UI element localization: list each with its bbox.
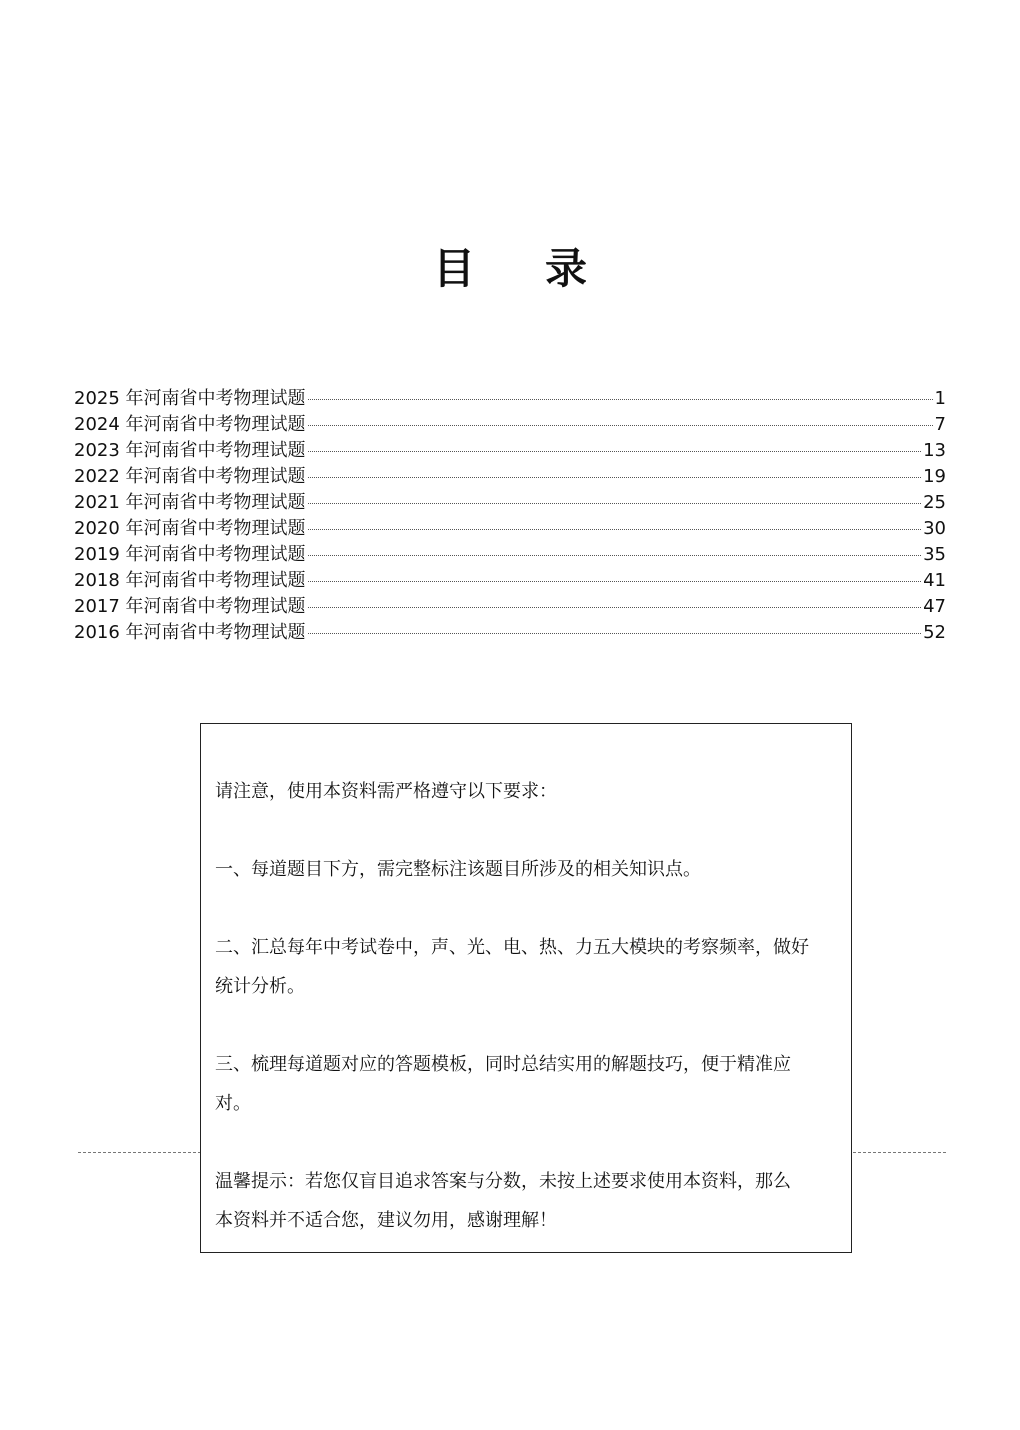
notice-spacer <box>215 889 837 928</box>
notice-spacer <box>215 1123 837 1162</box>
toc-entry-label: 2017 年河南省中考物理试题 <box>74 596 306 617</box>
notice-item-1: 一、每道题目下方，需完整标注该题目所涉及的相关知识点。 <box>215 859 701 880</box>
toc-dot-leader <box>308 633 922 634</box>
notice-item-3-line-2: 对。 <box>215 1093 251 1114</box>
toc-dot-leader <box>308 581 922 582</box>
notice-spacer <box>215 811 837 850</box>
toc-dot-leader <box>308 425 933 426</box>
notice-tip-line-1: 温馨提示：若您仅盲目追求答案与分数，未按上述要求使用本资料，那么 <box>215 1171 791 1192</box>
toc-entry[interactable] <box>74 438 946 464</box>
toc-entry[interactable] <box>74 594 946 620</box>
toc-entry-page: 41 <box>923 570 946 591</box>
toc-entry-label: 2018 年河南省中考物理试题 <box>74 570 306 591</box>
toc-entry-page: 1 <box>934 388 946 409</box>
notice-item-2-line-1: 二、汇总每年中考试卷中，声、光、电、热、力五大模块的考察频率，做好 <box>215 937 809 958</box>
toc-entry-page: 47 <box>923 596 946 617</box>
toc-entry-label: 2022 年河南省中考物理试题 <box>74 466 306 487</box>
toc-dot-leader <box>308 399 933 400</box>
toc-entry[interactable] <box>74 516 946 542</box>
toc-entry[interactable] <box>74 568 946 594</box>
toc-entry[interactable] <box>74 412 946 438</box>
toc-entry[interactable] <box>74 620 946 646</box>
toc-entry-page: 13 <box>923 440 946 461</box>
toc-dot-leader <box>308 477 922 478</box>
notice-tip-line-2: 本资料并不适合您，建议勿用，感谢理解！ <box>215 1210 557 1231</box>
notice-item-3-line-1: 三、梳理每道题对应的答题模板，同时总结实用的解题技巧，便于精准应 <box>215 1054 791 1075</box>
notice-intro: 请注意，使用本资料需严格遵守以下要求： <box>215 781 557 802</box>
toc-entry[interactable] <box>74 490 946 516</box>
toc-dot-leader <box>308 529 922 530</box>
toc-entry-label: 2021 年河南省中考物理试题 <box>74 492 306 513</box>
table-of-contents <box>74 386 946 646</box>
toc-entry-label: 2016 年河南省中考物理试题 <box>74 622 306 643</box>
toc-entry-label: 2025 年河南省中考物理试题 <box>74 388 306 409</box>
toc-dot-leader <box>308 555 922 556</box>
toc-entry-page: 30 <box>923 518 946 539</box>
toc-entry-page: 7 <box>934 414 946 435</box>
title-char-1: 目 <box>432 244 475 293</box>
notice-box <box>200 723 852 1253</box>
toc-entry-label: 2020 年河南省中考物理试题 <box>74 518 306 539</box>
toc-entry[interactable] <box>74 542 946 568</box>
notice-spacer <box>215 1006 837 1045</box>
toc-entry-label: 2019 年河南省中考物理试题 <box>74 544 306 565</box>
toc-dot-leader <box>308 607 922 608</box>
toc-entry[interactable] <box>74 386 946 412</box>
toc-entry[interactable] <box>74 464 946 490</box>
toc-entry-label: 2024 年河南省中考物理试题 <box>74 414 306 435</box>
title-char-2: 录 <box>545 244 588 293</box>
toc-dot-leader <box>308 503 922 504</box>
page-title <box>0 236 1020 296</box>
toc-entry-page: 25 <box>923 492 946 513</box>
toc-dot-leader <box>308 451 922 452</box>
toc-entry-label: 2023 年河南省中考物理试题 <box>74 440 306 461</box>
toc-entry-page: 35 <box>923 544 946 565</box>
notice-item-2-line-2: 统计分析。 <box>215 976 305 997</box>
toc-entry-page: 19 <box>923 466 946 487</box>
toc-entry-page: 52 <box>923 622 946 643</box>
